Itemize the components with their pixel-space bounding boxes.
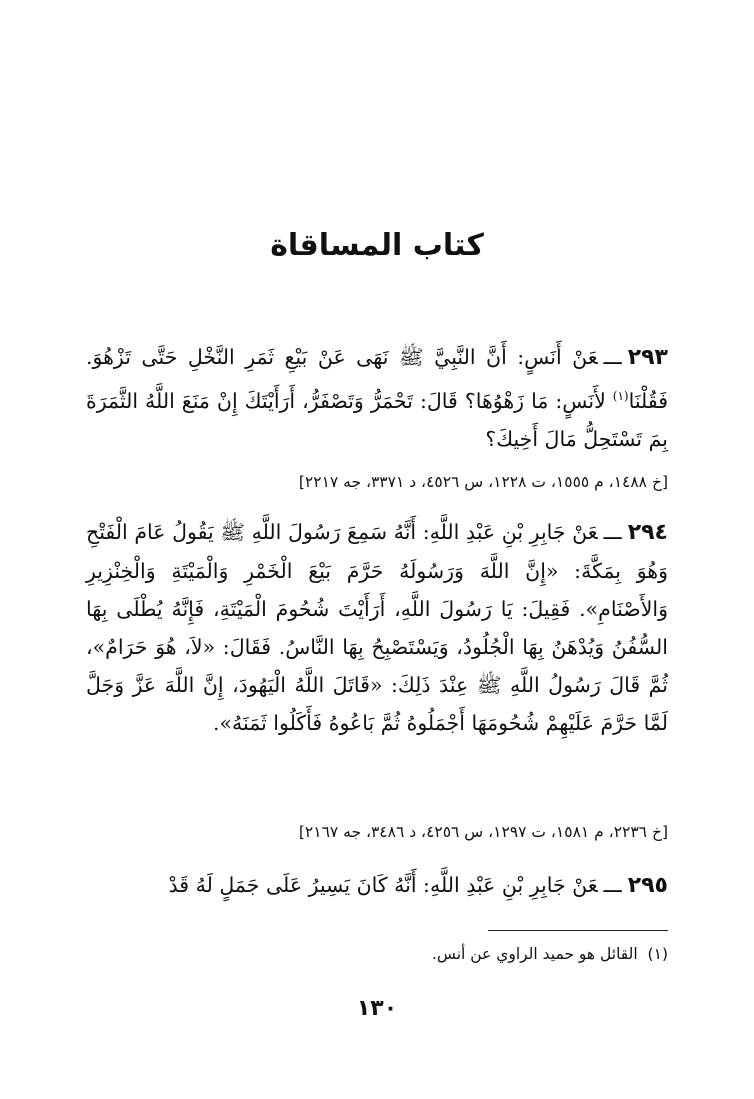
- footnote: [86, 941, 668, 967]
- hadith-dash: ـــ: [603, 345, 622, 369]
- chapter-title: كتاب المساقاة: [270, 228, 484, 263]
- hadith-number: ٢٩٣: [627, 345, 668, 370]
- hadith-text: عَنْ أَنَسٍ: أَنَّ النَّبِيَّ ﷺ نَهَى عَنْ بَيْعِ ثَمَرِ النَّخْلِ حَتَّى تَزْهُوَ. فَقُلْنَا: [86, 345, 668, 413]
- hadith-294: [86, 513, 668, 742]
- hadith-references: [خ ١٤٨٨، م ١٥٥٥، ت ١٢٢٨، س ٤٥٢٦، د ٣٣٧١، جه ٢٢١٧]: [298, 473, 668, 491]
- hadith-text: لأَنَسٍ: مَا زَهْوُهَا؟ قَالَ: تَحْمَرُّ وَتَصْفَرُّ، أَرَأَيْتَكَ إِنْ مَنَعَ اللَّهُ الثَّمَرَةَ بِمَ تَسْتَحِلُّ مَالَ أَخِيكَ؟: [86, 388, 668, 451]
- hadith-references: [خ ٢٢٣٦، م ١٥٨١، ت ١٢٩٧، س ٤٢٥٦، د ٣٤٨٦، جه ٢١٦٧]: [298, 823, 668, 841]
- hadith-number: ٢٩٤: [627, 520, 668, 545]
- hadith-dash: ـــ: [603, 520, 622, 544]
- footnote-mark: (١): [647, 945, 668, 963]
- footnote-text: القائل هو حميد الراوي عن أنس.: [432, 945, 638, 963]
- hadith-293: [86, 338, 668, 458]
- hadith-text: عَنْ جَابِرِ بْنِ عَبْدِ اللَّهِ: أَنَّهُ كَانَ يَسِيرُ عَلَى جَمَلٍ لَهُ قَدْ: [168, 873, 598, 897]
- footnote-reference-mark[interactable]: (١): [612, 389, 629, 403]
- hadith-text: عَنْ جَابِرِ بْنِ عَبْدِ اللَّهِ: أَنَّهُ سَمِعَ رَسُولَ اللَّهِ ﷺ يَقُولُ عَامَ الْفَتْحِ وَهُوَ بِمَكَّةَ: «إِنَّ اللَّهَ وَرَسُولَهُ حَرَّمَ بَيْعَ الْخَمْرِ وَالْمَيْتَةِ وَالْخِنْزِيرِ وَالأَصْنَامِ». فَقِيلَ: يَا رَسُولَ اللَّهِ، أَرَأَيْتَ شُحُومَ الْمَيْتَةِ، فَإِنَّهُ يُطْلَى بِهَا السُّفُنُ وَيُدْهَنُ بِهَا الْجُلُودُ، وَيَسْتَصْبِحُ بِهَا النَّاسُ. فَقَالَ: «لاَ، هُوَ حَرَامٌ»، ثُمَّ قَالَ رَسُولُ اللَّهِ ﷺ عِنْدَ ذَلِكَ: «قَاتَلَ اللَّهُ الْيَهُودَ، إِنَّ اللَّهَ عَزَّ وَجَلَّ لَمَّا حَرَّمَ عَلَيْهِمْ شُحُومَهَا أَجْمَلُوهُ ثُمَّ بَاعُوهُ فَأَكَلُوا ثَمَنَهُ».: [86, 520, 668, 735]
- hadith-number: ٢٩٥: [627, 873, 668, 898]
- hadith-295: [86, 866, 668, 905]
- page-number: ١٣٠: [356, 996, 398, 1021]
- footnote-divider: [488, 930, 668, 931]
- hadith-dash: ـــ: [603, 873, 622, 897]
